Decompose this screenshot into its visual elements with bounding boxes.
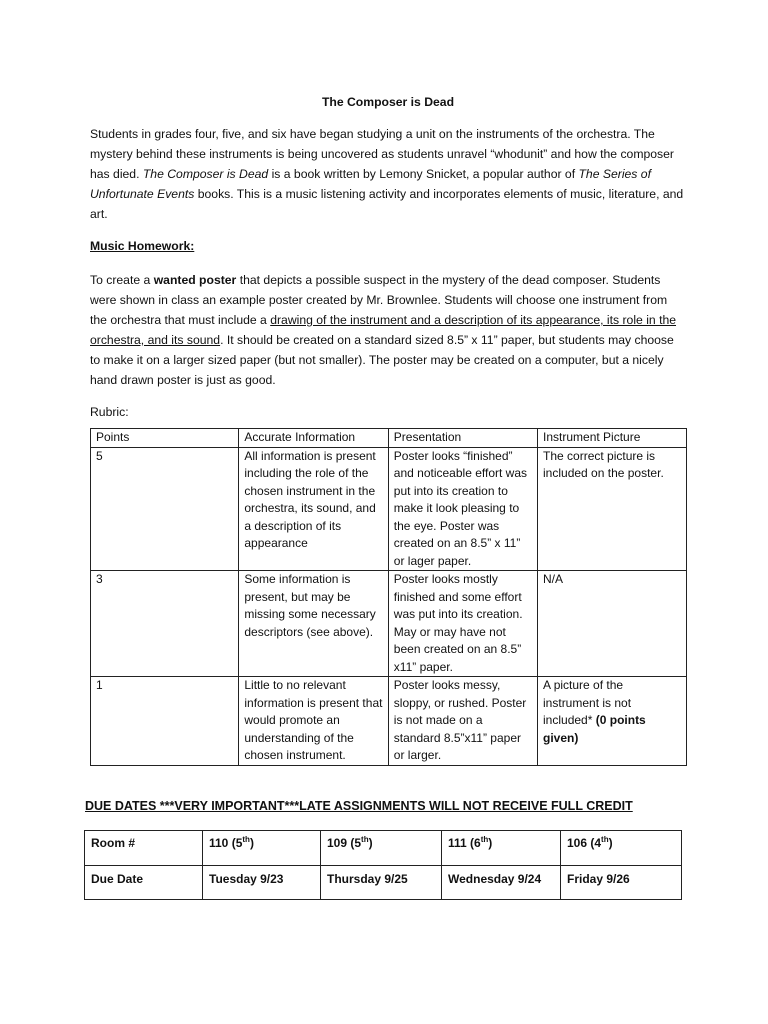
book-title-italic: The Composer is Dead [142, 167, 269, 181]
room-cell: 106 (4th) [561, 830, 682, 865]
rubric-header-row [91, 429, 687, 448]
wanted-poster-bold: wanted poster [153, 273, 237, 287]
due-date-cell: Thursday 9/25 [321, 865, 442, 899]
rubric-picture: N/A [538, 571, 687, 677]
homework-text-3: . It should be created on a standard sized 8.5” x 11” paper, but students may choose to make it on a larger sized paper (but not smaller). The poster may be created on a computer, but a nicely hand drawn poster is just as good. [90, 333, 674, 387]
intro-paragraph [90, 124, 686, 224]
due-dates-heading: DUE DATES ***VERY IMPORTANT***LATE ASSIGNMENTS WILL NOT RECEIVE FULL CREDIT [85, 798, 633, 813]
room-row [85, 830, 682, 865]
rubric-points: 1 [91, 677, 239, 766]
rubric-label: Rubric: [90, 405, 129, 419]
rubric-row [91, 677, 687, 766]
rubric-row [91, 447, 687, 571]
intro-text-3: books. This is a music listening activity and incorporates elements of music, literature, and art. [90, 187, 684, 221]
room-cell: 110 (5th) [203, 830, 321, 865]
rubric-presentation: Poster looks mostly finished and some effort was put into its creation. May or may have not been created on an 8.5” x11” paper. [388, 571, 537, 677]
rubric-info: All information is present including the role of the chosen instrument in the orchestra, its sound, and a description of its appearance [239, 447, 388, 571]
due-date-cell: Tuesday 9/23 [203, 865, 321, 899]
homework-text-2: that depicts a possible suspect in the mystery of the dead composer. Students were shown in class an example poster created by Mr. Brownlee. Students will choose one instrument from the orchestra that must include a [90, 273, 668, 327]
rubric-header-points: Points [91, 429, 239, 448]
series-title-italic: The Series of Unfortunate Events [90, 167, 651, 201]
rubric-points: 5 [91, 447, 239, 571]
rubric-info: Some information is present, but may be missing some necessary descriptors (see above). [239, 571, 388, 677]
rubric-presentation: Poster looks “finished” and noticeable effort was put into its creation to make it look pleasing to the eye. Poster was created on an 8.5” x 11” or lager paper. [388, 447, 537, 571]
rubric-header-picture: Instrument Picture [538, 429, 687, 448]
rubric-picture [538, 677, 687, 766]
room-cell: 111 (6th) [442, 830, 561, 865]
intro-text-1: Students in grades four, five, and six have began studying a unit on the instruments of the orchestra. The mystery behind these instruments is being uncovered as students unravel “whodunit” and how the composer has died. [90, 127, 674, 181]
due-date-row [85, 865, 682, 899]
rubric-points: 3 [91, 571, 239, 677]
zero-points-bold: (0 points given) [543, 713, 646, 745]
homework-paragraph [90, 270, 686, 390]
homework-heading: Music Homework: [90, 239, 195, 253]
due-dates-table [84, 830, 682, 900]
due-date-cell: Friday 9/26 [561, 865, 682, 899]
room-cell: 109 (5th) [321, 830, 442, 865]
rubric-presentation: Poster looks messy, sloppy, or rushed. Poster is not made on a standard 8.5”x11” paper or larger. [388, 677, 537, 766]
rubric-table [90, 428, 687, 766]
rubric-picture: The correct picture is included on the poster. [538, 447, 687, 571]
rubric-info: Little to no relevant information is present that would promote an understanding of the chosen instrument. [239, 677, 388, 766]
rubric-header-presentation: Presentation [388, 429, 537, 448]
document-page [85, 92, 686, 900]
intro-text-2: is a book written by Lemony Snicket, a popular author of [268, 167, 579, 181]
document-title: The Composer is Dead [321, 95, 455, 109]
room-label: Room # [85, 830, 203, 865]
due-date-label: Due Date [85, 865, 203, 899]
rubric-picture-text: A picture of the instrument is not included* [543, 678, 632, 727]
rubric-header-info: Accurate Information [239, 429, 388, 448]
due-date-cell: Wednesday 9/24 [442, 865, 561, 899]
rubric-row [91, 571, 687, 677]
requirements-underlined: drawing of the instrument and a description of its appearance, its role in the orchestra, and its sound [90, 313, 677, 347]
homework-text-1: To create a [90, 273, 154, 287]
